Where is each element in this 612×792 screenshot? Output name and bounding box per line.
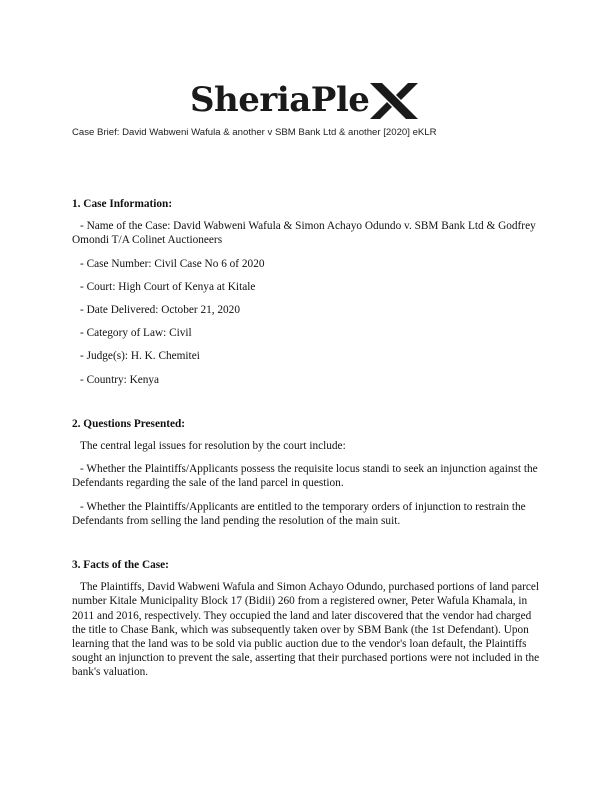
- section-heading: 3. Facts of the Case:: [72, 559, 169, 572]
- document-body: [72, 197, 540, 689]
- section-heading: 1. Case Information:: [72, 198, 173, 210]
- case-name: - Name of the Case: David Wabweni Wafula & Simon Achayo Odundo v. SBM Bank Ltd & Godfrey Omondi T/A Colinet Auctioneers: [72, 220, 536, 247]
- logo-x-mark: [368, 79, 420, 123]
- case-category: - Category of Law: Civil: [80, 327, 192, 340]
- questions-intro: The central legal issues for resolution by the court include:: [80, 440, 346, 453]
- section-heading: 2. Questions Presented:: [72, 417, 186, 430]
- case-court: - Court: High Court of Kenya at Kitale: [80, 280, 256, 293]
- section-spacer: [72, 537, 540, 558]
- facts-body: The Plaintiffs, David Wabweni Wafula and Simon Achayo Odundo, purchased portions of land parcel number Kitale Municipality Block 17 (Bidii) 260 from a registered owner, Peter Wafula Khamala, in 2011 and 2016, respectively. They occupied the land and later discovered that the vendor had charged the title to Chase Bank, which was subsequently taken over by SBM Bank (the 1st Defendant). Upon learning that the land was to be sold via public auction due to the vendor's loan default, the Plaintiffs sought an injunction to prevent the sale, asserting that their purchased portions were not included in the bank's valuation.: [72, 581, 540, 679]
- case-country: - Country: Kenya: [80, 373, 160, 386]
- logo-wordmark: SheriaPle: [190, 80, 370, 120]
- section-case-information: [72, 197, 540, 387]
- case-date: - Date Delivered: October 21, 2020: [80, 304, 240, 317]
- question-item: - Whether the Plaintiffs/Applicants possess the requisite locus standi to seek an injunction against the Defendants regarding the sale of the land parcel in question.: [72, 463, 538, 490]
- question-item: - Whether the Plaintiffs/Applicants are entitled to the temporary orders of injunction to restrain the Defendants from selling the land pending the resolution of the main suit.: [72, 500, 526, 527]
- case-judges: - Judge(s): H. K. Chemitei: [80, 350, 200, 363]
- case-brief-title: Case Brief: David Wabweni Wafula & another v SBM Bank Ltd & another [2020] eKLR: [72, 127, 437, 138]
- section-spacer: [72, 396, 540, 417]
- section-questions-presented: [72, 417, 540, 528]
- sheriaplex-logo: [190, 76, 425, 124]
- case-number: - Case Number: Civil Case No 6 of 2020: [80, 257, 265, 270]
- section-facts: [72, 558, 540, 680]
